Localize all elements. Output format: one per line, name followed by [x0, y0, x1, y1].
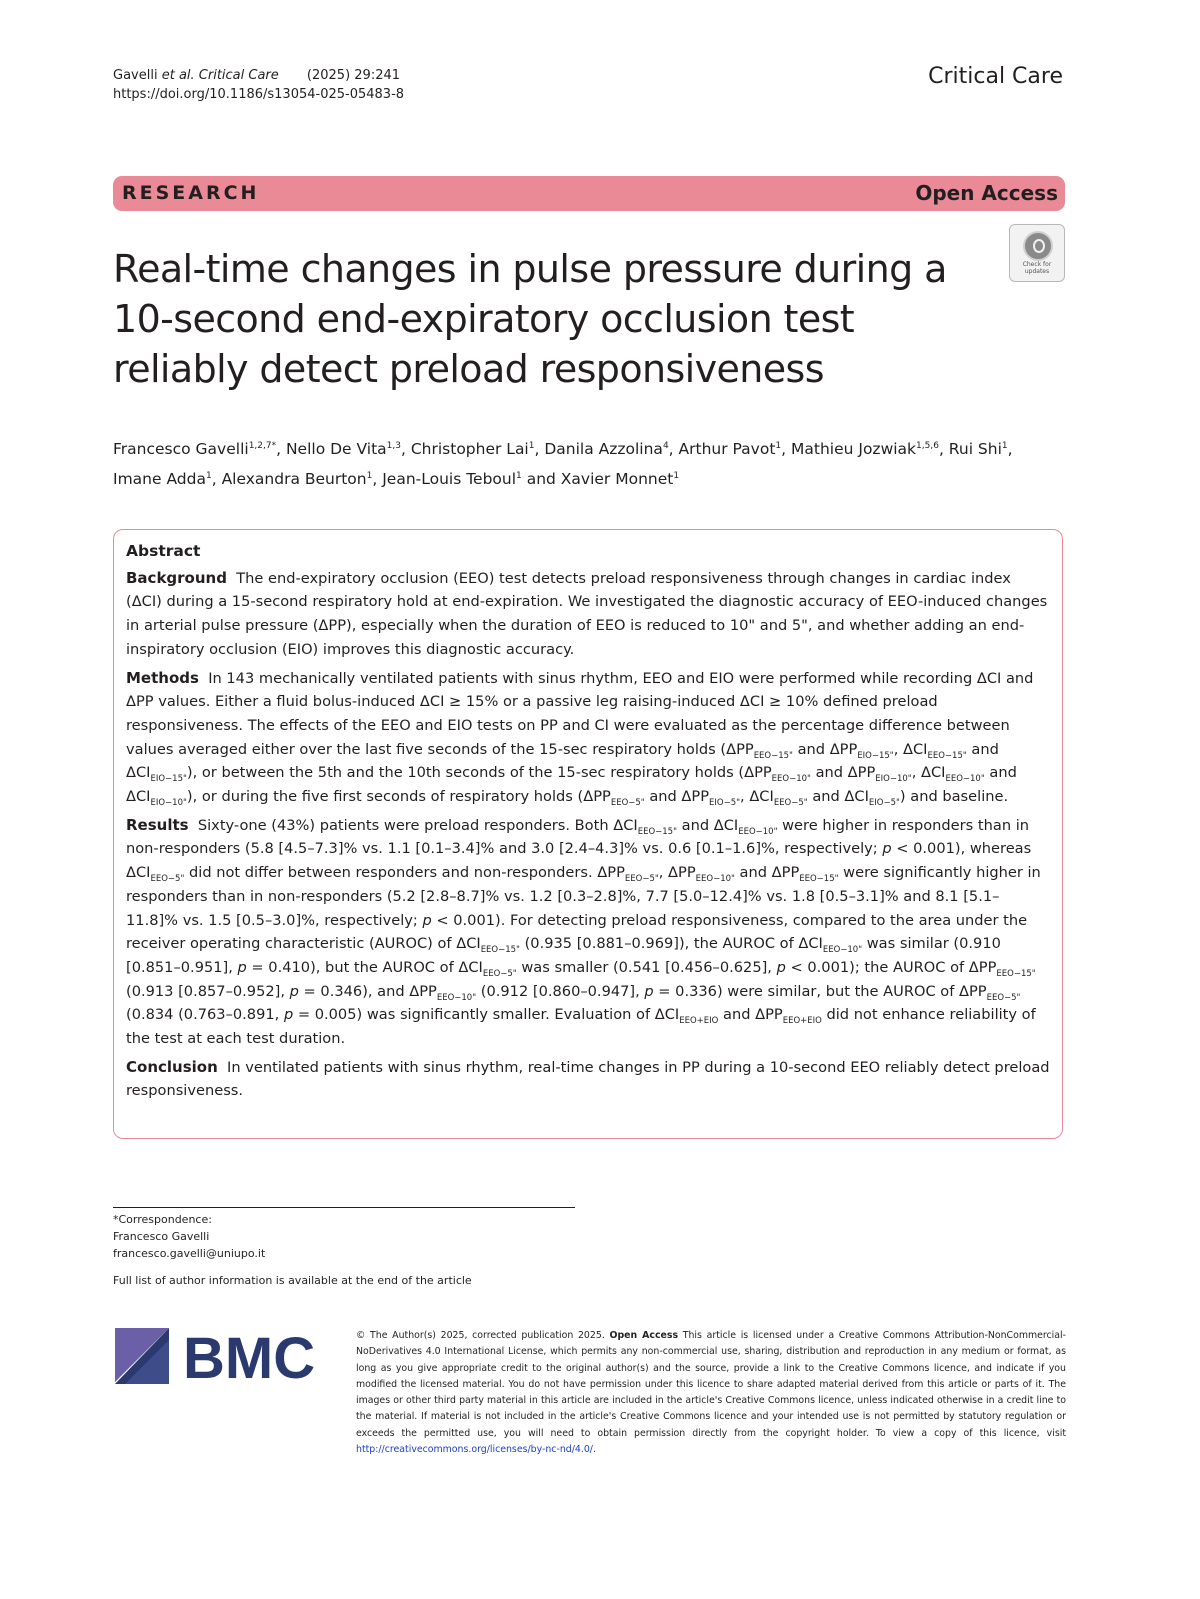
citation-line [113, 66, 404, 85]
section-banner [113, 176, 1065, 211]
correspondence [113, 1211, 265, 1262]
author: Rui Shi [948, 440, 1002, 459]
check-for-updates-badge[interactable] [1009, 224, 1065, 282]
bmc-logo [113, 1326, 328, 1386]
author-info-note: Full list of author information is available at the end of the article [113, 1274, 472, 1287]
abstract-results: Results Sixty-one (43%) patients were preload responders. Both $\Delta CI_{EEO-15"}$ and $\Delta CI_{EEO-10"}$ were higher in responders than in non-responders (5.8 [4.5–7.3]% vs. 1.1 [0.1–3.4]% and 3.0 [2.4–4.3]% vs. 0.6 [0.1–1.6]%, respectively; p < 0.001), whereas $\Delta CI_{EEO-5"}$ did not differ between responders and non-responders. $\Delta PP_{EEO-5"}$, $\Delta PP_{EEO-10"}$ and $\Delta PP_{EEO-15"}$ were significantly higher in responders than in non-responders (5.2 [2.8–8.7]% vs. 1.2 [0.3–2.8]%, 7.7 [5.0–12.4]% vs. 1.8 [0.5–3.1]% and 8.1 [5.1–11.8]% vs. 1.5 [0.5–3.0]%, respectively; p < 0.001). For detecting preload responsiveness, compared to the area under the receiver operating characteristic (AUROC) of $\Delta CI_{EEO-15"}$ (0.935 [0.881–0.969]), the AUROC of $\Delta CI_{EEO-10"}$ was similar (0.910 [0.851–0.951], p = 0.410), but the AUROC of $\Delta CI_{EEO-5"}$ was smaller (0.541 [0.456–0.625], p < 0.001); the AUROC of $\Delta PP_{EEO-15"}$ (0.913 [0.857–0.952], p = 0.346), and $\Delta PP_{EEO-10"}$ (0.912 [0.860–0.947], p = 0.336) were similar, but the AUROC of $\Delta PP_{EEO-5"}$ (0.834 (0.763–0.891, p = 0.005) was significantly smaller. Evaluation of $\Delta CI_{EEO+EIO}$ and $\Delta PP_{EEO+EIO}$ did not enhance reliability of the test at each test duration. [126, 815, 1041, 1048]
correspondence-email[interactable]: francesco.gavelli@uniupo.it [113, 1247, 266, 1260]
author-list: Francesco Gavelli$^{1,2,7*}$, Nello De Vita$^{1,3}$, Christopher Lai$^1$, Danila Azzolina$^4$, Arthur Pavot$^1$, Mathieu Jozwiak$^{1,5,6}$, Rui Shi$^1$, Imane Adda$^1$, Alexandra Beurton$^1$, Jean-Louis Teboul$^1$ and Xavier Monnet$^1$ [113, 440, 1013, 489]
doi-link[interactable]: https://doi.org/10.1186/s13054-025-05483-8 [113, 87, 405, 102]
author: Imane Adda [113, 470, 206, 489]
author: Danila Azzolina [544, 440, 663, 459]
citation-authors: Gavelli [113, 68, 158, 83]
article-title: Real-time changes in pulse pressure during a 10-second end-expiratory occlusion test reliably detect preload responsiveness [113, 247, 947, 391]
author: Xavier Monnet [560, 470, 674, 489]
correspondence-label: *Correspondence: [113, 1213, 212, 1226]
correspondence-name: Francesco Gavelli [113, 1230, 210, 1243]
author: Francesco Gavelli [113, 440, 249, 459]
abstract-methods: Methods In 143 mechanically ventilated patients with sinus rhythm, EEO and EIO were performed while recording ΔCI and ΔPP values. Either a fluid bolus-induced ΔCI ≥ 15% or a passive leg raising-induced ΔCI ≥ 10% defined preload responsiveness. The effects of the EEO and EIO tests on PP and CI were evaluated as the percentage difference between values averaged either over the last five seconds of the 15-sec respiratory holds ($\Delta PP_{EEO-15"}$ and $\Delta PP_{EIO-15"}$, $\Delta CI_{EEO-15"}$ and $\Delta CI_{EIO-15"}$), or between the 5th and the 10th seconds of the 15-sec respiratory holds ($\Delta PP_{EEO-10"}$ and $\Delta PP_{EIO-10"}$, $\Delta CI_{EEO-10"}$ and $\Delta CI_{EIO-10"}$), or during the five first seconds of respiratory holds ($\Delta PP_{EEO-5"}$ and $\Delta PP_{EIO-5"}$, $\Delta CI_{EEO-5"}$ and $\Delta CI_{EIO-5"}$) and baseline. [126, 668, 1034, 808]
abstract-background: Background The end-expiratory occlusion (EEO) test detects preload responsiveness through changes in cardiac index (ΔCI) during a 15-second respiratory hold at end-expiration. We investigated the diagnostic accuracy of EEO-induced changes in arterial pulse pressure (ΔPP), especially when the duration of EEO is reduced to 10" and 5", and whether adding an end-inspiratory occlusion (EIO) improves this diagnostic accuracy. [126, 568, 1048, 658]
author: Alexandra Beurton [221, 470, 367, 489]
author: Christopher Lai [410, 440, 529, 459]
update-icon [1023, 231, 1053, 261]
abstract-conclusion: Conclusion In ventilated patients with sinus rhythm, real-time changes in PP during a 10-second EEO reliably detect preload responsiveness. [126, 1057, 1050, 1100]
open-access-label: Open Access [915, 181, 1058, 205]
license-link[interactable]: http://creativecommons.org/licenses/by-nc-nd/4.0/. [356, 1444, 596, 1456]
abstract-text [126, 540, 1051, 1108]
author: Jean-Louis Teboul [382, 470, 517, 489]
check-updates-label: Check for updates [1022, 261, 1052, 275]
license-text: © The Author(s) 2025, corrected publication 2025. Open Access This article is licensed under a Creative Commons Attribution-NonCommercial-NoDerivatives 4.0 International License, which permits any non-commercial use, sharing, distribution and reproduction in any medium or format, as long as you give appropriate credit to the original author(s) and the source, provide a link to the Creative Commons licence, and indicate if you modified the licensed material. You do not have permission under this licence to share adapted material derived from this article or parts of it. The images or other third party material in this article are included in the article's Creative Commons licence, unless indicated otherwise in a credit line to the material. If material is not included in the article's Creative Commons licence and your intended use is not permitted by statutory regulation or exceeds the permitted use, you will need to obtain permission directly from the copyright holder. To view a copy of this licence, visit http://creativecommons.org/licenses/by-nc-nd/4.0/. [356, 1330, 1067, 1456]
journal-name: Critical Care [928, 64, 1063, 89]
citation-journal: et al. Critical Care [161, 68, 279, 83]
section-label: RESEARCH [122, 182, 260, 204]
author: Nello De Vita [285, 440, 387, 459]
author: Mathieu Jozwiak [791, 440, 917, 459]
abstract-heading: Abstract [126, 542, 201, 560]
running-header [113, 66, 404, 104]
citation-year: (2025) 29:241 [306, 68, 401, 83]
publisher-name: BMC [183, 1326, 316, 1386]
author: Arthur Pavot [678, 440, 776, 459]
footnote-divider [113, 1207, 575, 1208]
